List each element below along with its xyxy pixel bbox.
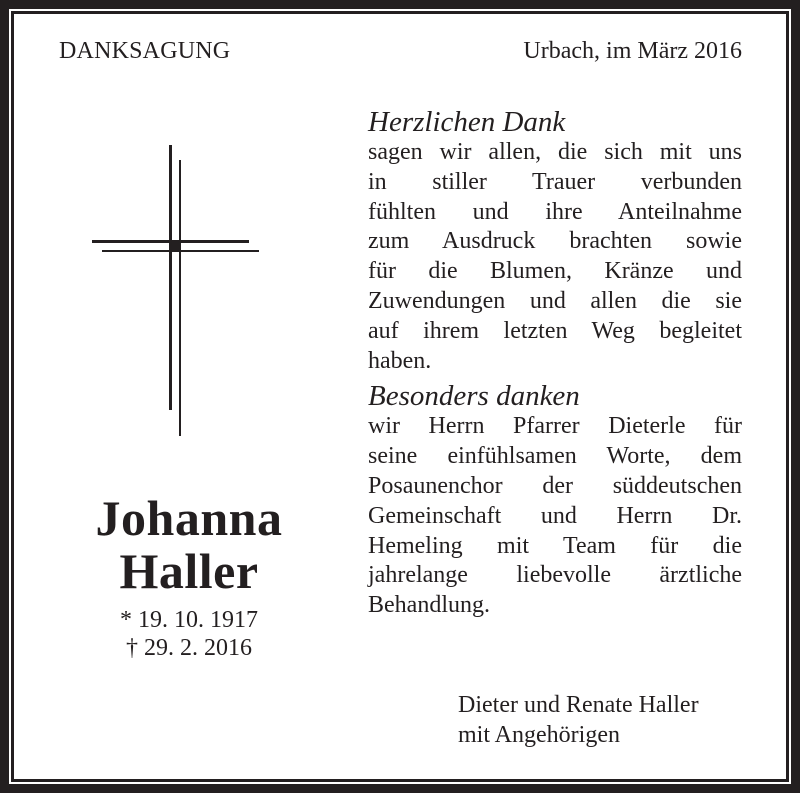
- deceased-block: [54, 492, 324, 662]
- life-dates: [54, 606, 324, 662]
- deceased-first-name: Johanna: [95, 490, 283, 546]
- deceased-last-name: Haller: [119, 543, 259, 599]
- text-line: Zuwendungen und allen die sie: [368, 287, 742, 314]
- text-line: sagen wir allen, die sich mit uns: [368, 139, 742, 165]
- text-line: wir Herrn Pfarrer Dieterle für: [368, 413, 742, 440]
- obituary-notice: [14, 14, 786, 779]
- text-line: zum Ausdruck brachten sowie: [368, 228, 742, 255]
- special-thanks-paragraph: [368, 412, 742, 621]
- thanks-paragraph: [368, 138, 742, 376]
- text-line: in stiller Trauer verbunden: [368, 168, 742, 195]
- section-title-special-thanks: Besonders danken: [368, 380, 580, 413]
- place-date: Urbach, im März 2016: [523, 38, 742, 64]
- cross-center-square: [169, 240, 181, 252]
- text-line: seine einfühlsamen Worte, dem: [368, 443, 742, 470]
- birth-date: * 19. 10. 1917: [120, 607, 258, 633]
- text-line: haben.: [368, 347, 432, 374]
- thanks-text-column: [368, 106, 742, 621]
- text-line: Hemeling mit Team für die: [368, 532, 742, 559]
- text-line: jahrelange liebevolle ärztliche: [368, 562, 742, 589]
- text-line: fühlten und ihre Anteilnahme: [368, 198, 742, 225]
- signature-block: [458, 690, 699, 750]
- text-line: Posaunenchor der süddeutschen: [368, 472, 742, 499]
- text-line: Behandlung.: [368, 592, 490, 619]
- cross-vertical-bar-1: [169, 145, 172, 410]
- text-line: Gemeinschaft und Herrn Dr.: [368, 502, 742, 529]
- text-line: für die Blumen, Kränze und: [368, 258, 742, 285]
- cross-icon: [14, 14, 314, 464]
- cross-vertical-bar-2: [179, 160, 181, 436]
- text-line: auf ihrem letzten Weg begleitet: [368, 317, 742, 344]
- signature-names: Dieter und Renate Haller: [458, 692, 699, 718]
- signature-relatives: mit Angehörigen: [458, 722, 620, 748]
- death-date: † 29. 2. 2016: [126, 635, 252, 661]
- notice-type-heading: DANKSAGUNG: [59, 38, 231, 64]
- section-title-thanks: Herzlichen Dank: [368, 106, 566, 138]
